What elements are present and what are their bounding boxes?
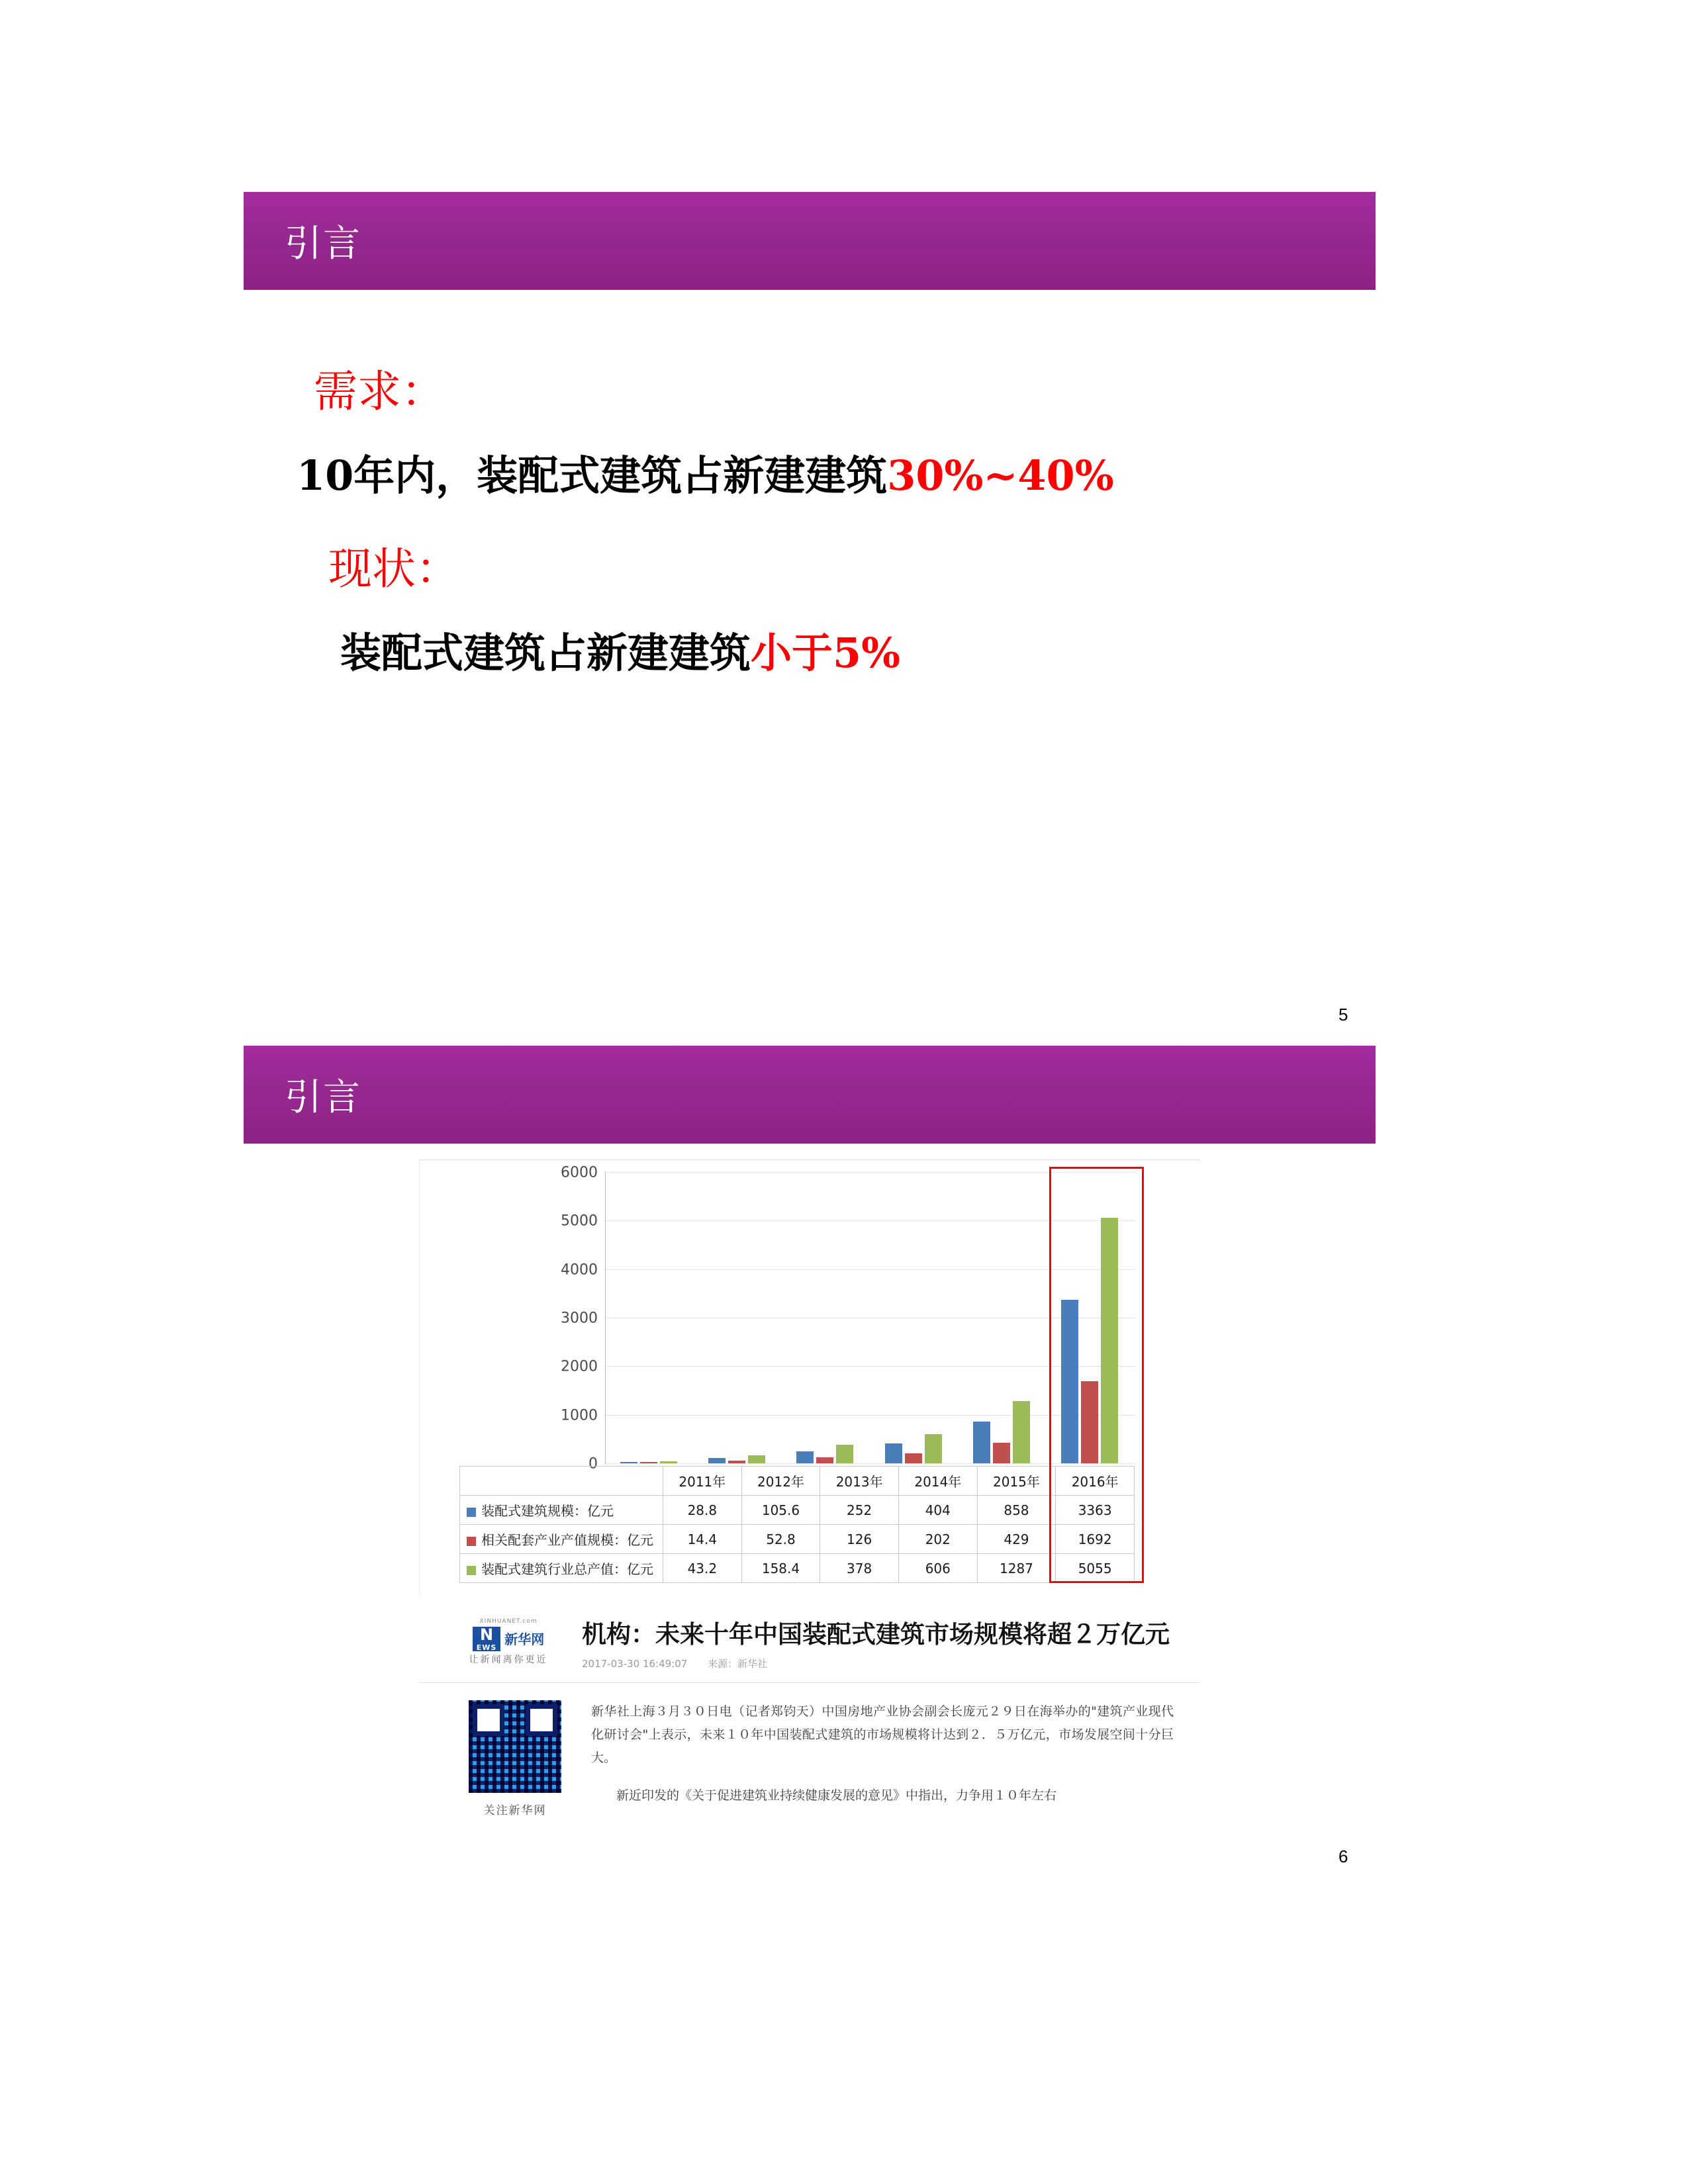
table-series-label: 装配式建筑规模：亿元 bbox=[460, 1496, 663, 1525]
news-header bbox=[419, 1608, 1200, 1683]
demand-statement-prefix: 10年内，装配式建筑占新建建筑 bbox=[297, 451, 888, 500]
table-header-cell: 2011年 bbox=[663, 1467, 742, 1496]
news-date: 2017-03-30 16:49:07 bbox=[582, 1658, 688, 1670]
table-cell: 28.8 bbox=[663, 1496, 742, 1525]
qr-caption: 关注新华网 bbox=[483, 1804, 547, 1817]
table-corner-cell bbox=[460, 1467, 663, 1496]
table-row bbox=[460, 1496, 1135, 1525]
table-cell: 5055 bbox=[1056, 1554, 1135, 1583]
chart-y-tick: 4000 bbox=[561, 1261, 598, 1279]
table-cell: 14.4 bbox=[663, 1525, 742, 1554]
page-number-5: 5 bbox=[1338, 1005, 1348, 1024]
table-cell: 3363 bbox=[1056, 1496, 1135, 1525]
status-statement bbox=[297, 620, 1376, 679]
slide-title-2: 引言 bbox=[285, 1076, 361, 1119]
legend-swatch-icon bbox=[467, 1537, 476, 1546]
chart-bar bbox=[993, 1443, 1010, 1463]
table-cell: 202 bbox=[898, 1525, 977, 1554]
chart-bar bbox=[708, 1458, 726, 1463]
news-paragraph: 新近印发的《关于促进建筑业持续健康发展的意见》中指出，力争用１０年左右 bbox=[616, 1788, 1057, 1803]
news-source: 来源：新华社 bbox=[708, 1658, 768, 1670]
table-cell: 1692 bbox=[1056, 1525, 1135, 1554]
legend-swatch-icon bbox=[467, 1566, 476, 1575]
chart-y-tick: 5000 bbox=[561, 1212, 598, 1230]
chart-bar bbox=[885, 1443, 902, 1463]
news-paragraph: 新华社上海３月３０日电（记者郑钧天）中国房地产业协会副会长庞元２９日在海举办的"建筑产业现代化研讨会"上表示，未来１０年中国装配式建筑的市场规模将计达到２．５万亿元，市场发展空间十分巨大。 bbox=[591, 1704, 1174, 1766]
chart-bar-group bbox=[708, 1455, 765, 1463]
chart-bar-group bbox=[973, 1401, 1030, 1463]
qr-code-icon bbox=[469, 1700, 561, 1793]
table-row bbox=[460, 1525, 1135, 1554]
news-headline-block bbox=[571, 1614, 1200, 1670]
logo-news-sub: EWS bbox=[476, 1643, 497, 1652]
table-header-cell: 2016年 bbox=[1056, 1467, 1135, 1496]
table-cell: 429 bbox=[977, 1525, 1056, 1554]
news-clipping bbox=[419, 1160, 1200, 1843]
chart-bar bbox=[905, 1453, 922, 1463]
slide-intro-1 bbox=[244, 192, 1376, 711]
table-cell: 43.2 bbox=[663, 1554, 742, 1583]
chart-y-tick: 3000 bbox=[561, 1310, 598, 1327]
table-cell: 105.6 bbox=[741, 1496, 820, 1525]
table-header-cell: 2015年 bbox=[977, 1467, 1056, 1496]
table-header-cell: 2014年 bbox=[898, 1467, 977, 1496]
xinhua-logo bbox=[445, 1619, 571, 1665]
table-row bbox=[460, 1554, 1135, 1583]
news-text bbox=[585, 1700, 1174, 1823]
table-series-label: 相关配套产业产值规模：亿元 bbox=[460, 1525, 663, 1554]
chart-bar bbox=[796, 1451, 814, 1463]
logo-slogan: 让新闻离你更近 bbox=[469, 1655, 548, 1666]
slide-body bbox=[244, 290, 1376, 679]
chart-bar bbox=[660, 1461, 677, 1463]
slide-title: 引言 bbox=[285, 222, 361, 265]
table-cell: 606 bbox=[898, 1554, 977, 1583]
qr-column bbox=[445, 1700, 585, 1823]
highlight-box-2016 bbox=[1049, 1167, 1144, 1583]
table-cell: 158.4 bbox=[741, 1554, 820, 1583]
logo-chinese-name: 新华网 bbox=[504, 1631, 545, 1647]
table-cell: 858 bbox=[977, 1496, 1056, 1525]
chart-y-tick: 1000 bbox=[561, 1407, 598, 1424]
chart-bar bbox=[620, 1462, 637, 1463]
intro-text-block bbox=[244, 290, 1376, 679]
demand-statement bbox=[297, 443, 1376, 502]
slide-intro-2 bbox=[244, 1046, 1376, 1843]
demand-heading: 需求： bbox=[314, 366, 445, 417]
chart-y-tick: 0 bbox=[588, 1455, 598, 1473]
news-body bbox=[419, 1683, 1200, 1843]
chart-data-table bbox=[459, 1466, 1135, 1583]
status-statement-highlight: 小于5% bbox=[751, 629, 901, 677]
logo-top-line: XINHUANET.com bbox=[479, 1618, 538, 1625]
table-row bbox=[460, 1467, 1135, 1496]
legend-swatch-icon bbox=[467, 1508, 476, 1517]
table-cell: 52.8 bbox=[741, 1525, 820, 1554]
logo-mark bbox=[473, 1627, 545, 1651]
status-heading: 现状： bbox=[328, 543, 459, 594]
chart-y-tick: 6000 bbox=[561, 1164, 598, 1181]
chart-bar bbox=[1013, 1401, 1030, 1463]
market-size-chart bbox=[419, 1160, 1201, 1597]
demand-statement-highlight: 30%~40% bbox=[887, 451, 1114, 500]
chart-bar-group bbox=[620, 1461, 677, 1463]
news-article bbox=[419, 1597, 1200, 1843]
table-series-label: 装配式建筑行业总产值：亿元 bbox=[460, 1554, 663, 1583]
table-cell: 252 bbox=[820, 1496, 899, 1525]
chart-y-tick: 2000 bbox=[561, 1358, 598, 1375]
chart-bar bbox=[925, 1434, 942, 1463]
slide-header bbox=[244, 192, 1376, 290]
slide-header-2 bbox=[244, 1046, 1376, 1144]
table-cell: 404 bbox=[898, 1496, 977, 1525]
table-header-cell: 2013年 bbox=[820, 1467, 899, 1496]
chart-bar-group bbox=[796, 1445, 853, 1463]
chart-bar bbox=[816, 1457, 833, 1463]
logo-n-badge: N EWS bbox=[473, 1627, 501, 1651]
table-cell: 1287 bbox=[977, 1554, 1056, 1583]
table-cell: 378 bbox=[820, 1554, 899, 1583]
chart-bar bbox=[640, 1462, 657, 1463]
chart-bar-group bbox=[885, 1434, 942, 1463]
slide-body-2 bbox=[244, 1144, 1376, 1843]
chart-bar bbox=[748, 1455, 765, 1463]
chart-bar bbox=[973, 1422, 990, 1463]
status-statement-prefix: 装配式建筑占新建建筑 bbox=[340, 629, 751, 677]
chart-bar bbox=[836, 1445, 853, 1463]
chart-bar bbox=[728, 1461, 745, 1463]
table-header-cell: 2012年 bbox=[741, 1467, 820, 1496]
news-meta bbox=[582, 1657, 1200, 1670]
table-cell: 126 bbox=[820, 1525, 899, 1554]
news-headline: 机构：未来十年中国装配式建筑市场规模将超２万亿元 bbox=[582, 1620, 1170, 1649]
page-number-6: 6 bbox=[1338, 1846, 1348, 1866]
